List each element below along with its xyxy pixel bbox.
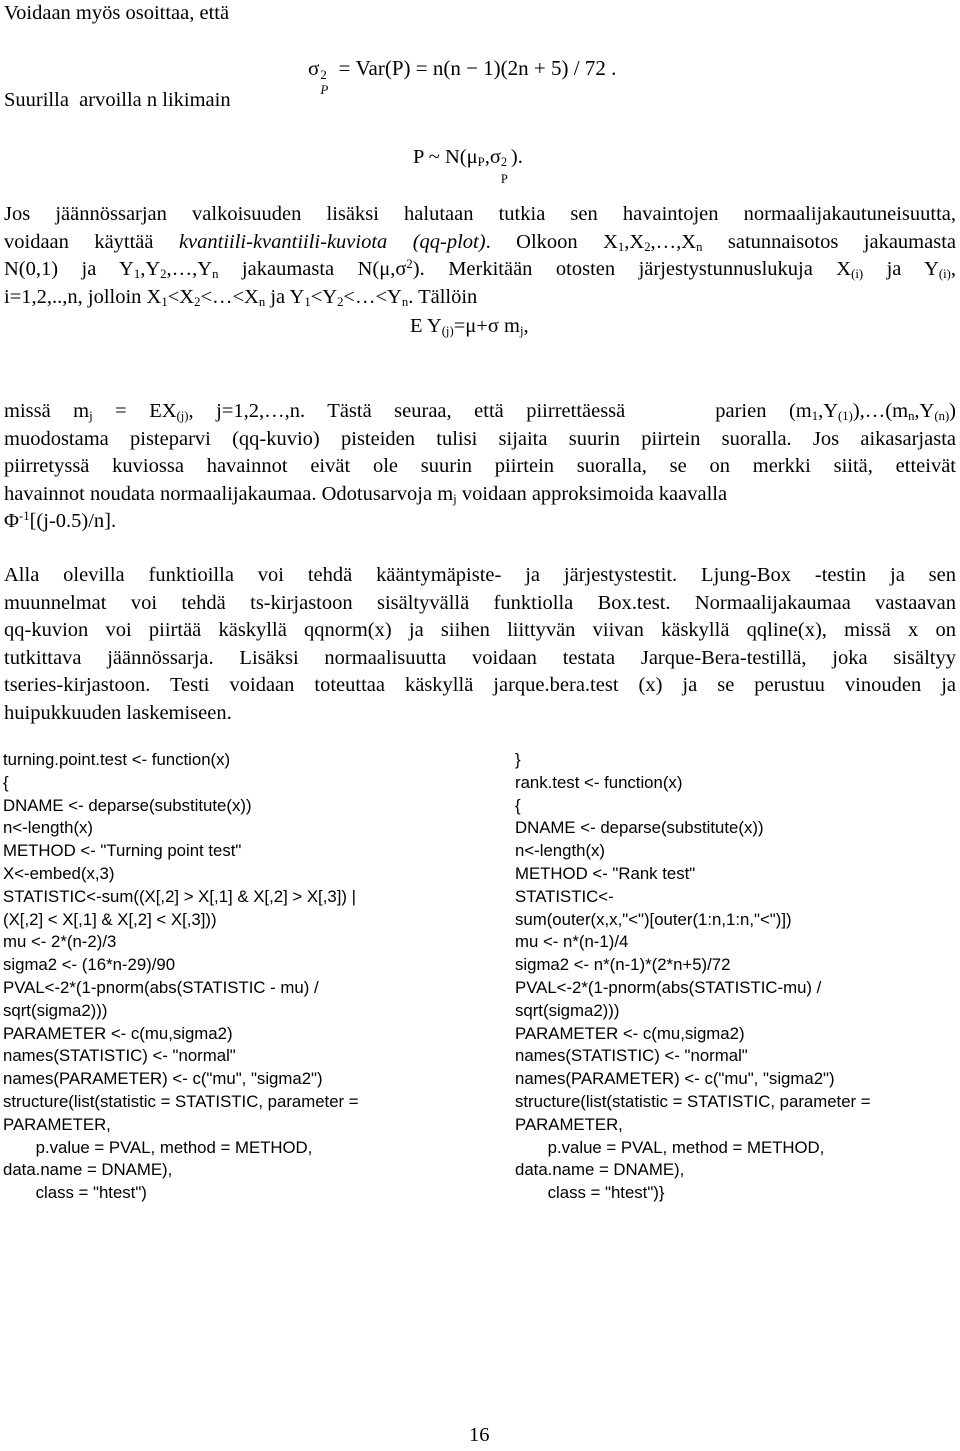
code-left-line: { (3, 772, 9, 792)
code-right-line: PVAL<-2*(1-pnorm(abs(STATISTIC-mu) / (515, 977, 822, 997)
code-left-line: X<-embed(x,3) (3, 863, 115, 883)
normal-formula-sub-b: P (500, 172, 508, 186)
normal-formula-b: ,σ (484, 146, 501, 168)
code-left-line: (X[,2] < X[,1] & X[,2] < X[,3])) (3, 909, 217, 929)
p3-line-3: qq-kuvion voi piirtää käskyllä qqnorm(x) ja siihen liittyvän viivan käskyllä qqline(x), missä x on (4, 619, 956, 642)
intro-line-2 (4, 89, 231, 112)
code-left-line: sqrt(sigma2))) (3, 1000, 108, 1020)
p2-line-5: $\Phi^{-1}[(j-0.5)/n]$. (4, 509, 117, 533)
intro-line-2-text: Suurilla arvoilla n likimain (4, 89, 231, 111)
code-right-line: } (515, 750, 521, 769)
intro-line-1: Voidaan myös osoittaa, että (4, 2, 230, 24)
paragraph-qq-intro (4, 201, 956, 311)
code-right-line: sum(outer(x,x,"<")[outer(1:n,1:n,"<")]) (515, 909, 792, 929)
sigma-symbol: σ (308, 56, 320, 80)
code-left-line: METHOD <- "Turning point test" (3, 841, 242, 861)
p3-line-1: Alla olevilla funktioilla voi tehdä kääntymäpiste- ja järjestystestit. Ljung-Box -testin ja sen (4, 564, 956, 586)
code-left-line: mu <- 2*(n-2)/3 (3, 932, 117, 952)
code-right-line: structure(list(statistic = STATISTIC, parameter = (515, 1091, 871, 1111)
p2-line-2: muodostama pisteparvi (qq-kuvio) pisteiden tulisi sijaita suurin piirtein suoralla. Jos aikasarjasta (4, 427, 956, 450)
code-right-line: STATISTIC<- (515, 886, 614, 906)
expectation-formula: E $Y_{(j)}=\mu+\sigma$ $m_j$, (410, 315, 529, 339)
code-right-line: METHOD <- "Rank test" (515, 863, 696, 883)
code-right-line: mu <- n*(n-1)/4 (515, 932, 629, 952)
code-right-line: { (515, 795, 521, 815)
code-right-line: p.value = PVAL, method = METHOD, (515, 1137, 825, 1157)
code-left-line: PARAMETER <- c(mu,sigma2) (3, 1023, 233, 1043)
code-left-line: STATISTIC<-sum((X[,2] > X[,1] & X[,2] > X[,3]) | (3, 886, 356, 906)
variance-sup: 2 (320, 67, 327, 82)
p1-line-1: Jos jäännössarjan valkoisuuden lisäksi halutaan tutkia sen havaintojen normaalijakautuneisuutta, (4, 203, 956, 225)
code-right-line: sqrt(sigma2))) (515, 1000, 620, 1020)
p3-line-4: tutkittava jäännössarja. Lisäksi normaalisuutta voidaan testata Jarque-Bera-testillä, joka sisältyy (4, 646, 956, 669)
code-left-line: structure(list(statistic = STATISTIC, parameter = (3, 1091, 359, 1111)
code-right-line: sigma2 <- n*(n-1)*(2*n+5)/72 (515, 955, 731, 975)
p3-line-5: tseries-kirjastoon. Testi voidaan toteuttaa käskyllä jarque.bera.test (x) ja se perustuu vinouden ja (4, 674, 956, 697)
variance-sub: P (320, 82, 329, 97)
code-left-line: turning.point.test <- function(x) (3, 750, 231, 769)
code-right-line: DNAME <- deparse(substitute(x)) (515, 818, 764, 838)
normal-formula-sub-a: P (477, 155, 485, 170)
code-left-line: sigma2 <- (16*n-29)/90 (3, 955, 176, 975)
code-block-turning-point-test (3, 749, 359, 1205)
variance-formula (308, 56, 617, 97)
code-left-line: n<-length(x) (3, 818, 94, 838)
p2-line-3: piirretyssä kuviossa havainnot eivät ole suurin piirtein suoralla, se on merkki siitä, etteivät (4, 455, 956, 478)
p1-line-4: i=1,2,..,n, jolloin $X_1<X_2<\dots<X_n$ ja $Y_1<Y_2<\dots<Y_n$. Tällöin (4, 285, 478, 309)
code-left-line: p.value = PVAL, method = METHOD, (3, 1137, 313, 1157)
code-left-line: names(PARAMETER) <- c("mu", "sigma2") (3, 1069, 323, 1089)
code-left-line: DNAME <- deparse(substitute(x)) (3, 795, 252, 815)
p2-line-1: missä $m_j = EX_{(j)}$, j=1,2,…,n. Tästä seuraa, että piirrettäessä parien $(m_1,Y_{(1)}),\dots(m_n,Y_{(n)})$ (4, 400, 956, 424)
code-block-rank-test (515, 749, 871, 1205)
code-right-line: PARAMETER, (515, 1114, 623, 1134)
code-right-line: class = "htest")} (515, 1183, 665, 1203)
variance-rest: = Var(P) = n(n − 1)(2n + 5) / 72 . (333, 56, 617, 80)
code-right-line: names(PARAMETER) <- c("mu", "sigma2") (515, 1069, 835, 1089)
normal-formula-sup: 2 (500, 155, 508, 169)
p3-line-2: muunnelmat voi tehdä ts-kirjastoon sisältyvällä funktiolla Box.test. Normaalijakaumaa vastaavan (4, 591, 956, 614)
p3-line-6: huipukkuuden laskemiseen. (4, 701, 232, 724)
code-right-line: rank.test <- function(x) (515, 772, 683, 792)
p1-line-2: voidaan käyttää kvantiili-kvantiili-kuviota (qq-plot). Olkoon $X_1,X_2,\dots,X_n$ satunnaisotos jakaumasta (4, 230, 956, 254)
code-right-line: PARAMETER <- c(mu,sigma2) (515, 1023, 745, 1043)
code-right-line: n<-length(x) (515, 841, 606, 861)
code-right-line: data.name = DNAME), (515, 1160, 685, 1180)
code-left-line: names(STATISTIC) <- "normal" (3, 1046, 236, 1066)
code-left-line: data.name = DNAME), (3, 1160, 173, 1180)
paragraph-functions (4, 562, 956, 728)
p2-line-4: havainnot noudata normaalijakaumaa. Odotusarvoja $m_j$ voidaan approksimoida kaavalla (4, 482, 728, 506)
normal-formula (413, 146, 523, 186)
code-left-line: class = "htest") (3, 1183, 147, 1203)
paragraph-qq-details (4, 398, 956, 536)
p1-line-3: N(0,1) ja $Y_1,Y_2,\dots,Y_n$ jakaumasta $N(\mu,\sigma^2)$. Merkitään otosten järjestystunnuslukuja $X_{(i)}$ ja $Y_{(i)}$, (4, 257, 956, 282)
normal-formula-a: P ~ N(μ (413, 146, 478, 168)
code-right-line: names(STATISTIC) <- "normal" (515, 1046, 748, 1066)
code-left-line: PARAMETER, (3, 1114, 111, 1134)
page-number: 16 (469, 1424, 490, 1446)
normal-formula-c: ). (510, 146, 523, 168)
code-left-line: PVAL<-2*(1-pnorm(abs(STATISTIC - mu) / (3, 977, 319, 997)
